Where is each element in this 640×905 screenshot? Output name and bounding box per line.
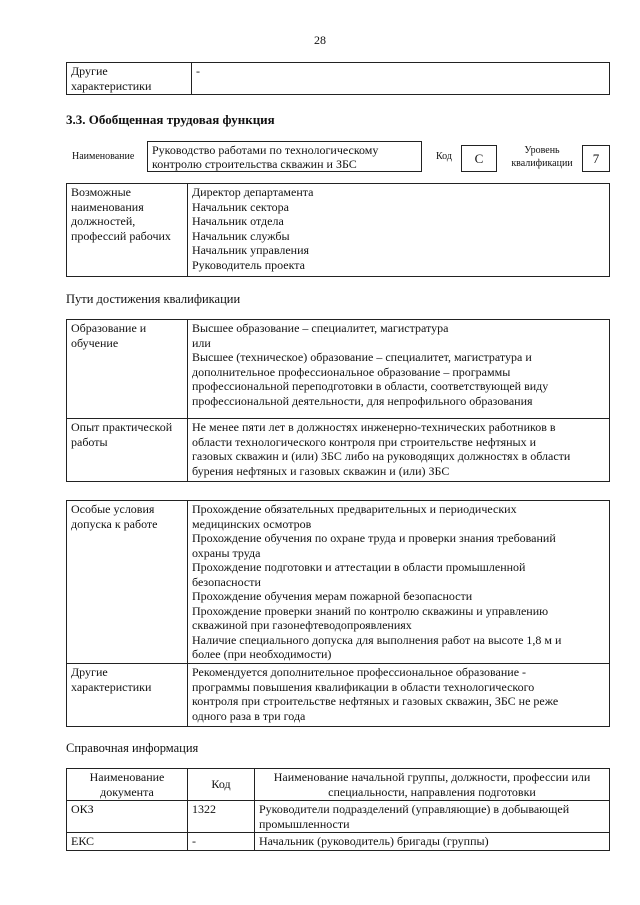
experience-label: Опыт практической работы <box>67 419 188 482</box>
row-name: Начальник (руководитель) бригады (группы) <box>255 833 610 851</box>
conditions-value: Прохождение обязательных предварительных и периодических медицинских осмотров Прохождение обучения по охране труда и проверки знания требований охраны труда Прохождение подготовки и аттестации в области промышленной безопасности Прохождение обучения мерам пожарной безопасности Прохождение проверки знаний по контролю скважины и управлению скважиной при газонефтеводопроявлениях Наличие специального допуска для выполнения работ на высоте 1,8 м и более (при необходимости) <box>188 501 610 664</box>
code-label: Код <box>436 151 452 162</box>
code-value-box: С <box>461 145 497 172</box>
row-code: - <box>188 833 255 851</box>
name-label: Наименование <box>72 151 135 162</box>
position-item: Начальник службы <box>192 228 290 243</box>
other-label: Другие характеристики <box>67 664 188 727</box>
paths-title: Пути достижения квалификации <box>66 292 241 306</box>
position-item: Начальник отдела <box>192 214 284 228</box>
top-other-label: Другие характеристики <box>67 63 192 95</box>
top-other-value: - <box>192 63 610 95</box>
positions-table <box>66 183 610 277</box>
education-label: Образование и обучение <box>67 320 188 419</box>
header-group: Наименование начальной группы, должности, профессии или специальности, направления подготовки <box>255 769 610 801</box>
level-label: Уровень квалификации <box>511 145 573 169</box>
experience-value: Не менее пяти лет в должностях инженерно-технических работников в области технологического контроля при строительстве нефтяных и газовых скважин и (или) ЗБС либо на руководящих должностях в области бурения нефтяных и газовых скважин и (или) ЗБС <box>188 419 610 482</box>
position-item: Руководитель проекта <box>192 257 305 272</box>
education-value: Высшее образование – специалитет, магистратура или Высшее (техническое) образование – специалитет, магистратура и дополнительное профессиональное образование – программы профессиональной переподготовки в области, соответствующей виду профессиональной деятельности, для непрофильного образования <box>188 320 610 419</box>
row-name: Руководители подразделений (управляющие) в добывающей промышленности <box>255 801 610 833</box>
table-row <box>67 833 610 851</box>
row-code: 1322 <box>188 801 255 833</box>
reference-table <box>66 768 610 851</box>
reference-title: Справочная информация <box>66 741 199 755</box>
header-code: Код <box>188 769 255 801</box>
row-doc: ЕКС <box>67 833 188 851</box>
position-item: Начальник сектора <box>192 199 289 214</box>
position-item: Начальник управления <box>192 243 310 257</box>
top-other-table <box>66 62 610 95</box>
conditions-table <box>66 500 610 727</box>
function-name-box: Руководство работами по технологическому контролю строительства скважин и ЗБС <box>147 141 422 172</box>
header-doc: Наименование документа <box>67 769 188 801</box>
table-row <box>67 801 610 833</box>
page-number: 28 <box>314 33 326 47</box>
row-doc: ОКЗ <box>67 801 188 833</box>
position-item: Директор департамента <box>192 185 314 199</box>
conditions-label: Особые условия допуска к работе <box>67 501 188 664</box>
qualification-paths-table <box>66 319 610 482</box>
positions-list <box>188 184 610 277</box>
positions-label: Возможные наименования должностей, профессий рабочих <box>67 184 188 277</box>
level-value-box: 7 <box>582 145 610 172</box>
section-title: 3.3. Обобщенная трудовая функция <box>66 112 275 127</box>
other-value: Рекомендуется дополнительное профессиональное образование - программы повышения квалификации в области технологического контроля при строительстве нефтяных и газовых скважин, ЗБС не реже одного раза в три года <box>188 664 610 727</box>
